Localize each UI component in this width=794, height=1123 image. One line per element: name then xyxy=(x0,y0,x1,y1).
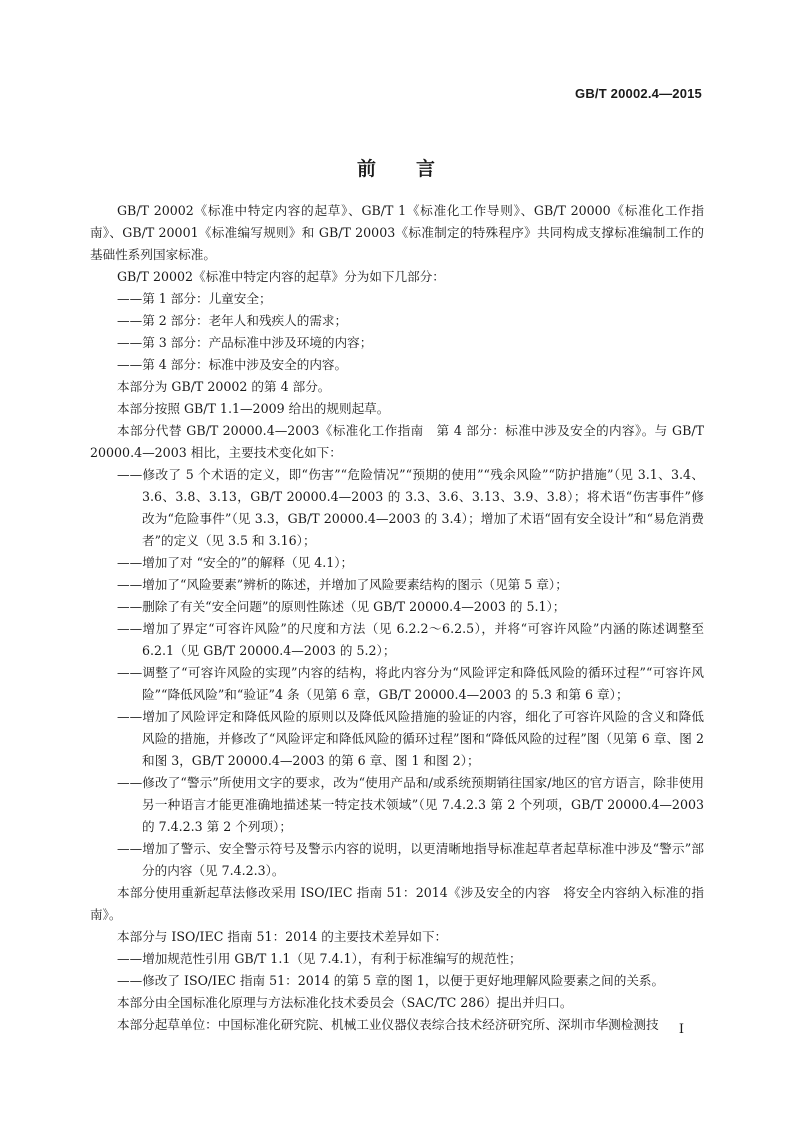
list-item: ——修改了“警示”所使用文字的要求，改为“使用产品和/或系统预期销往国家/地区的官方语言，除非使用另一种语言才能更准确地描述某一特定技术领域”（见 7.4.2.3 第 2 个列项，GB/T 20000.4—2003 的 7.4.2.3 第 2 个列项）； xyxy=(117,775,704,834)
paragraph: 本部分按照 GB/T 1.1—2009 给出的规则起草。 xyxy=(117,401,390,416)
list-item: ——第 1 部分：儿童安全； xyxy=(117,291,272,306)
list-item: ——修改了 5 个术语的定义，即“伤害”“危险情况”“预期的使用”“残余风险”“防护措施”（见 3.1、3.4、3.6、3.8、3.13，GB/T 20000.4—2003 的 3.3、3.6、3.13、3.9、3.8）；将术语“伤害事件”修改为“危险事件”（见 3.3，GB/T 20000.4—2003 的 3.4）；增加了术语“固有安全设计”和“易危消费者”的定义（见 3.5 和 3.16）； xyxy=(117,467,704,548)
list-item: ——增加了界定“可容许风险”的尺度和方法（见 6.2.2～6.2.5），并将“可容许风险”内涵的陈述调整至 6.2.1（见 GB/T 20000.4—2003 的 5.2）； xyxy=(117,621,704,658)
paragraph: 本部分起草单位：中国标准化研究院、机械工业仪器仪表综合技术经济研究所、深圳市华测检测技 xyxy=(117,1017,659,1032)
paragraph: GB/T 20002《标准中特定内容的起草》、GB/T 1《标准化工作导则》、GB/T 20000《标准化工作指南》、GB/T 20001《标准编写规则》和 GB/T 20003《标准制定的特殊程序》共同构成支撑标准编制工作的基础性系列国家标准。 xyxy=(90,203,704,262)
list-item: ——调整了“可容许风险的实现”内容的结构，将此内容分为“风险评定和降低风险的循环过程”“可容许风险”“降低风险”和“验证”4 条（见第 6 章，GB/T 20000.4—2003 的 5.3 和第 6 章）； xyxy=(117,665,704,702)
paragraph: GB/T 20002《标准中特定内容的起草》分为如下几部分： xyxy=(117,269,445,284)
document-body xyxy=(90,200,704,1036)
title-char-1: 前 xyxy=(356,158,378,180)
section-title xyxy=(0,154,794,181)
document-id: GB/T 20002.4—2015 xyxy=(575,86,702,101)
paragraph: 本部分使用重新起草法修改采用 ISO/IEC 指南 51：2014《涉及安全的内容 将安全内容纳入标准的指南》。 xyxy=(90,885,704,922)
paragraph: 本部分与 ISO/IEC 指南 51：2014 的主要技术差异如下： xyxy=(117,929,448,944)
page-number: I xyxy=(678,1022,684,1037)
paragraph: 本部分代替 GB/T 20000.4—2003《标准化工作指南 第 4 部分：标准中涉及安全的内容》。与 GB/T 20000.4—2003 相比，主要技术变化如下： xyxy=(90,423,704,460)
list-item: ——第 4 部分：标准中涉及安全的内容。 xyxy=(117,357,348,372)
paragraph: 本部分为 GB/T 20002 的第 4 部分。 xyxy=(117,379,331,394)
list-item: ——增加规范性引用 GB/T 1.1（见 7.4.1），有利于标准编写的规范性； xyxy=(117,951,522,966)
list-item: ——第 3 部分：产品标准中涉及环境的内容； xyxy=(117,335,373,350)
list-item: ——删除了有关“安全问题”的原则性陈述（见 GB/T 20000.4—2003 的 5.1）； xyxy=(117,599,566,614)
title-char-2: 言 xyxy=(416,158,438,180)
list-item: ——增加了警示、安全警示符号及警示内容的说明，以更清晰地指导标准起草者起草标准中涉及“警示”部分的内容（见 7.4.2.3）。 xyxy=(117,841,704,878)
list-item: ——修改了 ISO/IEC 指南 51：2014 的第 5 章的图 1，以便于更好地理解风险要素之间的关系。 xyxy=(117,973,665,988)
list-item: ——增加了“风险要素”辨析的陈述，并增加了风险要素结构的图示（见第 5 章）； xyxy=(117,577,568,592)
list-item: ——增加了风险评定和降低风险的原则以及降低风险措施的验证的内容，细化了可容许风险的含义和降低风险的措施，并修改了“风险评定和降低风险的循环过程”图和“降低风险的过程”图（见第 6 章、图 2 和图 3，GB/T 20000.4—2003 的第 6 章、图 1 和图 2）； xyxy=(117,709,704,768)
list-item: ——第 2 部分：老年人和残疾人的需求； xyxy=(117,313,348,328)
list-item: ——增加了对 “安全的”的解释（见 4.1）； xyxy=(117,555,354,570)
paragraph: 本部分由全国标准化原理与方法标准化技术委员会（SAC/TC 286）提出并归口。 xyxy=(117,995,573,1010)
